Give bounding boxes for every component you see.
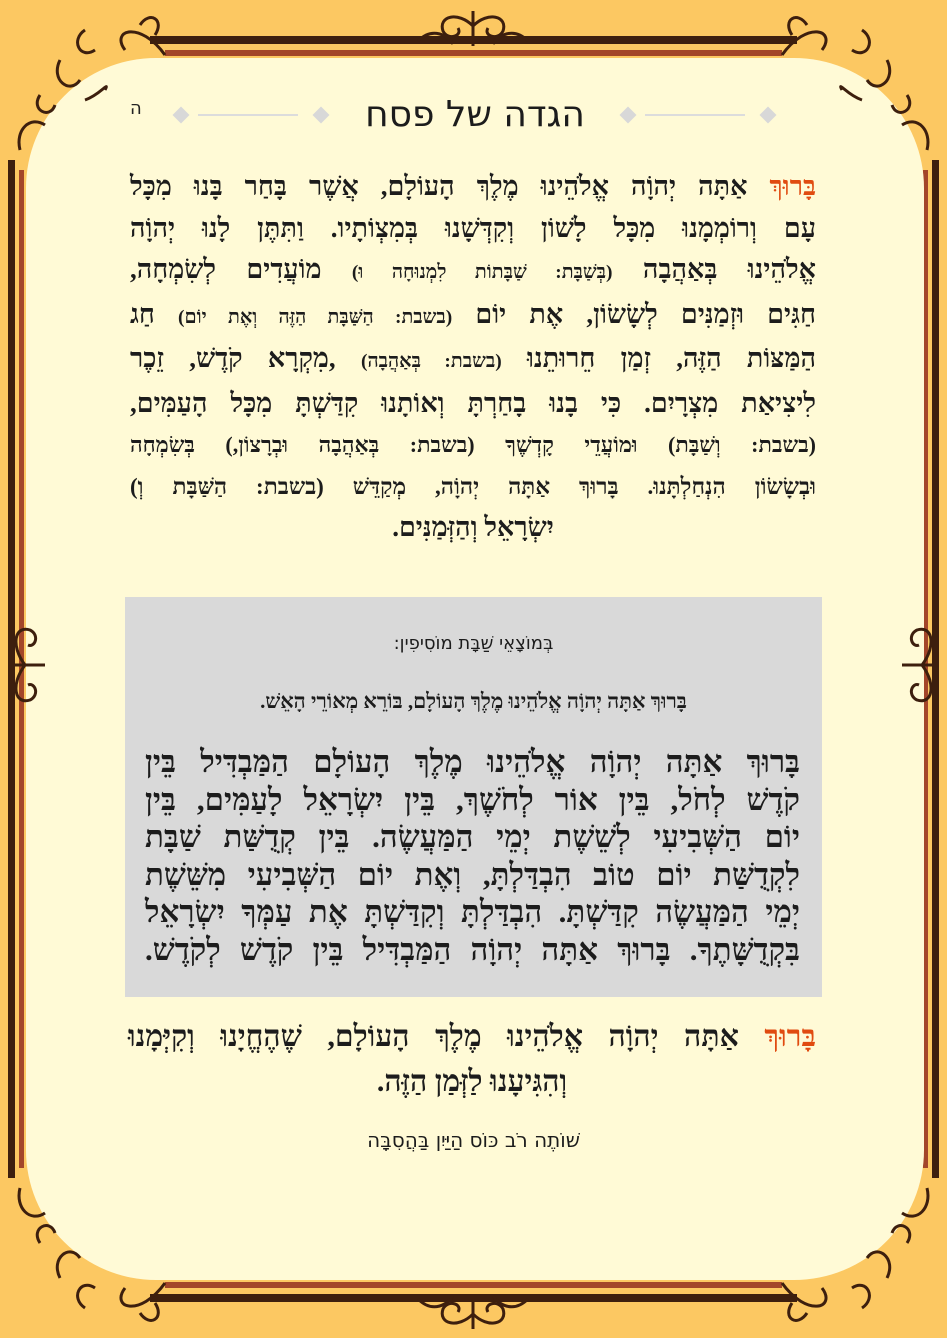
highlighted-word: בָּרוּךְ	[764, 1020, 816, 1053]
page-header	[120, 90, 820, 140]
diamond-icon	[173, 107, 190, 124]
text: אַתָּה יְהוָֹה אֱלֹהֵינוּ מֶלֶךְ הָעוֹלָם, שֶׁהֶחֱיָנוּ וְקִיְּמָנוּ	[128, 1020, 765, 1053]
text: אֱלֹהֵינוּ בְּאַהֲבָה	[612, 254, 816, 284]
frame-top-red	[165, 50, 782, 56]
text: (בשבת: וְשַׁבָּת) וּמוֹעֲדֵי קָדְשֶׁךָ (בשבת: בְּאַהֲבָה וּבְרָצוֹן,) בְּשִׂמְחָה	[130, 432, 816, 457]
text-line	[130, 208, 816, 250]
text: יִשְׂרָאֵל וְהַזְּמַנִּים.	[392, 512, 554, 542]
text-line	[130, 507, 816, 549]
kiddush-paragraph	[130, 166, 816, 549]
frame-bottom-red	[165, 1282, 782, 1288]
text-line	[130, 294, 816, 339]
text: חַגִּים וּזְמַנִּים לְשָׂשׂוֹן, אֶת יוֹם	[452, 298, 817, 329]
shabbat-note: (בְּשַׁבָּת: שַׁבָּתוֹת לִמְנוּחָה וּ)	[351, 262, 613, 283]
text-line: יְמֵי הַמַּעֲשֶׂה קִדַּשְׁתָּ. הִבְדַּלְתָּ וְקִדַּשְׁתָּ אֶת עַמְּךָ יִשְׂרָאֵל	[145, 894, 800, 929]
bottom-center-ornament-icon	[413, 1290, 533, 1334]
text: וּבְשָׂשׂוֹן הִנְחַלְתָּנוּ. בָּרוּךְ אַתָּה יְהוָֹה, מְקַדֵּשׁ (בשבת: הַשַּׁבָּת וְ)	[130, 473, 816, 499]
text-line	[130, 166, 816, 208]
text-line	[128, 1014, 816, 1059]
text-line	[130, 338, 816, 383]
corner-ornament-icon	[767, 1178, 947, 1338]
text-line	[130, 249, 816, 294]
text: לִיצִיאַת מִצְרָיִם. כִּי בָנוּ בָחַרְתָּ וְאוֹתָנוּ קִדַּשְׁתָּ מִכָּל הָעַמִּים,	[130, 387, 816, 418]
page-number: ה	[130, 98, 142, 119]
left-center-ornament-icon	[0, 600, 50, 730]
text: עָם וְרוֹמְמָנוּ מִכָּל לָשׁוֹן וְקִדְּשָׁנוּ בְּמִצְוֹתָיו. וַתִּתֶּן לָנוּ יְהוָֹה	[130, 212, 816, 243]
text-line	[130, 424, 816, 466]
text-line	[130, 466, 816, 508]
highlighted-word: בָּרוּךְ	[769, 171, 816, 201]
shehecheyanu-paragraph	[128, 1014, 816, 1104]
text-line: בָּרוּךְ אַתָּה יְהוָֹה אֱלֹהֵינוּ מֶלֶךְ הָעוֹלָם הַמַּבְדִּיל בֵּין	[145, 744, 800, 779]
divider	[645, 114, 745, 116]
text-line	[130, 383, 816, 425]
text: חַג	[130, 298, 179, 329]
top-center-ornament-icon	[413, 6, 533, 50]
fire-blessing: בָּרוּךְ אַתָּה יְהוָֹה אֱלֹהֵינוּ מֶלֶךְ הָעוֹלָם, בּוֹרֵא מְאוֹרֵי הָאֵשׁ.	[260, 689, 687, 713]
text: הַמַּצּוֹת הַזֶּה, זְמַן חֵרוּתֵנוּ	[501, 343, 816, 373]
instruction-text: שׁוֹתֶה רֹב כּוֹס הַיַּיִן בַּהֲסִבָּה	[367, 1128, 580, 1152]
shabbat-note: (בשבת: בְּאַהֲבָה)	[360, 351, 502, 372]
right-center-ornament-icon	[897, 600, 947, 730]
text: אַתָּה יְהוָֹה אֱלֹהֵינוּ מֶלֶךְ הָעוֹלָם, אֲשֶׁר בָּחַר בָּנוּ מִכָּל	[130, 171, 770, 201]
text-line: יוֹם הַשְּׁבִיעִי לְשֵׁשֶׁת יְמֵי הַמַּעֲשֶׂה. בֵּין קְדֻשַּׁת שַׁבָּת	[145, 819, 800, 854]
diamond-icon	[620, 107, 637, 124]
havdalah-box	[125, 597, 822, 997]
text-line: קֹדֶשׁ לְחֹל, בֵּין אוֹר לְחֹשֶׁךְ, בֵּין יִשְׂרָאֵל לָעַמִּים, בֵּין	[145, 781, 800, 817]
text-line: וְהִגִּיעָנוּ לַזְּמַן הַזֶּה.	[376, 1065, 568, 1098]
havdalah-intro: בְּמוֹצָאֵי שַׁבָּת מוֹסִיפִין:	[393, 633, 554, 654]
text: ,מִקְרָא קֹדֶשׁ, זֵכֶר	[130, 343, 361, 373]
text-line: בִּקְדֻשָּׁתֶךָ. בָּרוּךְ אַתָּה יְהוָֹה הַמַּבְדִּיל בֵּין קֹדֶשׁ לְקֹדֶשׁ.	[145, 931, 800, 967]
havdalah-paragraph	[145, 743, 800, 968]
corner-ornament-icon	[0, 1178, 180, 1338]
text: מוֹעֲדִים לְשִׂמְחָה,	[130, 254, 352, 284]
text-line: לִקְדֻשַּׁת יוֹם טוֹב הִבְדַּלְתָּ, וְאֶת יוֹם הַשְּׁבִיעִי מִשֵּׁשֶׁת	[145, 856, 800, 892]
shabbat-note: (בשבת: הַשַּׁבָּת הַזֶּה וְאֶת יוֹם)	[178, 306, 453, 328]
diamond-icon	[313, 107, 330, 124]
divider	[198, 114, 298, 116]
diamond-icon	[760, 107, 777, 124]
page-title: הגדה של פסח	[365, 94, 585, 135]
